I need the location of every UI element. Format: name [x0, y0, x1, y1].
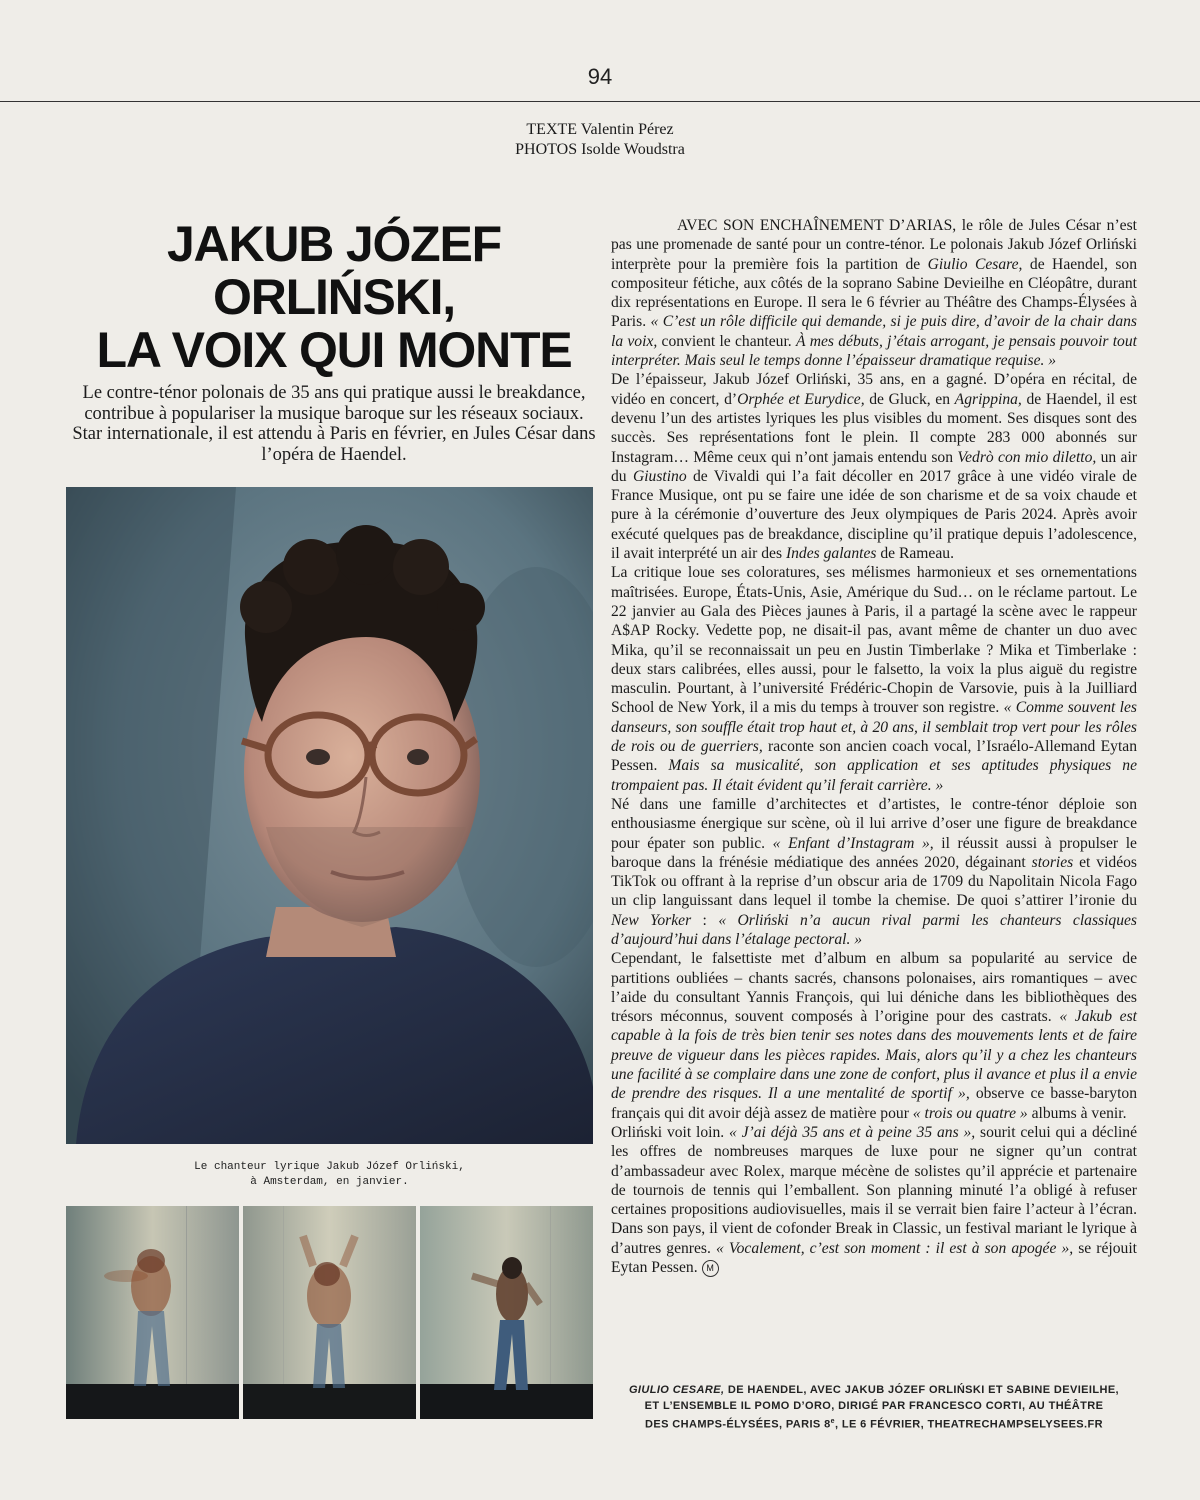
dance-photo-1 [66, 1206, 239, 1419]
dance-illustration-1 [66, 1206, 239, 1419]
article-paragraph-3: La critique loue ses coloratures, ses mélismes harmonieux et ses ornementations maîtrisées. Europe, États-Unis, Asie, Amérique du Sud… on le réclame partout. Le 22 janvier au Gala des Pièces jaunes à Paris, il a partagé la scène avec le rappeur A$AP Rocky. Vedette pop, ne disait-il pas, avant même de chanter un duo avec Mika, qu’il se reconnaissait un peu en Justin Timberlake ? Mika et Timberlake : deux stars calibrées, elles aussi, pour le falsetto, la voix la plus aiguë du registre masculin. Pourtant, à l’université Frédéric-Chopin de Varsovie, puis à la Juilliard School de New York, il a mis du temps à trouver son registre. « Comme souvent les danseurs, son souffle était trop haut et, à 20 ans, il semblait trop vert pour les rôles de rois ou de guerriers, raconte son ancien coach vocal, l’Israélo-Allemand Eytan Pessen. Mais sa musicalité, son application et ses aptitudes physiques ne trompaient pas. Il était évident qu’il ferait carrière. » [611, 564, 1137, 794]
production-line-2: ET L’ENSEMBLE IL POMO D’ORO, DIRIGÉ PAR FRANCESCO CORTI, AU THÉÂTRE [644, 1400, 1104, 1412]
dance-illustration-3 [420, 1206, 593, 1419]
headline-line-2: ORLIŃSKI, [213, 269, 455, 325]
standfirst: Le contre-ténor polonais de 35 ans qui pratique aussi le breakdance, contribue à populariser la musique baroque sur les réseaux sociaux. Star internationale, il est attendu à Paris en février, en Jules César dans l’opéra de Haendel. [72, 383, 596, 465]
portrait-photo [66, 487, 593, 1144]
production-info [611, 1382, 1137, 1433]
article-body [611, 216, 1137, 1277]
article-paragraph-4: Né dans une famille d’architectes et d’artistes, le contre-ténor déploie son enthousiasme énergique sur scène, où il lui arrive d’oser une figure de breakdance pour épater son public. « Enfant d’Instagram », il réussit aussi à propulser le baroque dans la frénésie médiatique des années 2020, dégainant stories et vidéos TikTok ou offrant à la reprise d’un obscur aria de 1709 du Napolitain Nicola Fago un clip languissant dans lequel il tombe la chemise. De quoi s’attirer l’ironie du New Yorker : « Orliński n’a aucun rival parmi les chanteurs classiques d’aujourd’hui dans l’étalage pectoral. » [611, 795, 1137, 948]
page-number: 94 [587, 64, 613, 89]
production-line-3: DES CHAMPS-ÉLYSÉES, PARIS 8e, LE 6 FÉVRIER, THEATRECHAMPSELYSEES.FR [645, 1418, 1103, 1431]
dance-illustration-2 [243, 1206, 416, 1419]
credits [0, 120, 1200, 160]
headline [66, 218, 602, 377]
caption-line-1: Le chanteur lyrique Jakub Józef Orliński, [194, 1161, 465, 1173]
dance-photo-2 [243, 1206, 416, 1419]
article-paragraph-2: De l’épaisseur, Jakub Józef Orliński, 35 ans, en a gagné. D’opéra en récital, de vidéo en concert, d’Orphée et Eurydice, de Gluck, en Agrippina, de Haendel, il est devenu l’un des artistes lyriques les plus visibles du moment. Ses disques sont des succès. Ses représentations font le plein. Il compte 283 000 abonnés sur Instagram… Même ceux qui n’ont jamais entendu son Vedrò con mio diletto, un air du Giustino de Vivaldi qui l’a fait décoller en 2017 grâce à une vidéo virale de France Musique, ont pu se faire une idée de son charisme et de sa voix chaude et pure à la cérémonie d’ouverture des Jeux olympiques de Paris 2024. Après avoir exécuté quelques pas de breakdance, discipline qu’il pratique depuis l’adolescence, il avait interprété un air des Indes galantes de Rameau. [611, 371, 1137, 563]
article-paragraph-1: AVEC SON ENCHAÎNEMENT D’ARIAS, le rôle de Jules César n’est pas une promenade de santé pour un contre-ténor. Le polonais Jakub Józef Orliński interprète pour la première fois la partition de Giulio Cesare, de Haendel, son compositeur fétiche, aux côtés de la soprano Sabine Devieilhe en Cléopâtre, durant dix représentations en Europe. Il sera le 6 février au Théâtre des Champs-Élysées à Paris. « C’est un rôle difficile qui demande, si je puis dire, d’avoir de la chair dans la voix, convient le chanteur. À mes débuts, j’étais arrogant, je pensais pouvoir tout interpréter. Mais seul le temps donne l’épaisseur dramatique requise. » [611, 217, 1138, 370]
caption-line-2: à Amsterdam, en janvier. [250, 1176, 409, 1188]
dance-photo-3 [420, 1206, 593, 1419]
article-paragraph-5: Cependant, le falsettiste met d’album en album sa popularité au service de partitions oubliées – chants sacrés, chansons polonaises, airs romantiques – avec l’aide du consultant Yannis François, qui lui déniche dans les bibliothèques des trésors méconnus, souvent composés à l’origine pour des castrats. « Jakub est capable à la fois de très bien tenir ses notes dans des mouvements lents et de faire preuve de vigueur dans les pièces rapides. Mais, alors qu’il y a chez les chanteurs une facilité à se complaire dans une zone de confort, plus il avance et plus il a envie de prendre des risques. Il a une mentalité de sportif », observe ce basse-baryton français qui dit avoir déjà assez de matière pour « trois ou quatre » albums à venir. [611, 950, 1138, 1122]
production-line-1: GIULIO CESARE, DE HAENDEL, AVEC JAKUB JÓZEF ORLIŃSKI ET SABINE DEVIEILHE, [628, 1384, 1120, 1396]
photo-credit: PHOTOS Isolde Woudstra [515, 141, 685, 158]
portrait-illustration [66, 487, 593, 1144]
text-credit: TEXTE Valentin Pérez [526, 121, 674, 138]
article-paragraph-6: Orliński voit loin. « J’ai déjà 35 ans et à peine 35 ans », sourit celui qui a décliné les offres de nombreuses marques de luxe pour ne signer qu’un contrat d’ambassadeur avec Rolex, marque mécène de solistes qu’il apprécie et partenaire de tournois de tennis qui l’emballent. Son planning minuté l’a obligé à refuser certaines propositions audiovisuelles, mais il se verrait bien faire l’acteur à l’écran. Dans son pays, il vient de cofonder Break in Classic, un festival mariant le lyrique à d’autres genres. « Vocalement, c’est son moment : il est à son apogée », se réjouit Eytan Pessen. M [611, 1123, 1138, 1277]
headline-line-1: JAKUB JÓZEF [166, 216, 502, 272]
photo-caption [66, 1160, 593, 1190]
end-mark-icon: M [702, 1260, 719, 1277]
headline-line-3: LA VOIX QUI MONTE [96, 322, 572, 378]
header-rule [0, 101, 1200, 102]
